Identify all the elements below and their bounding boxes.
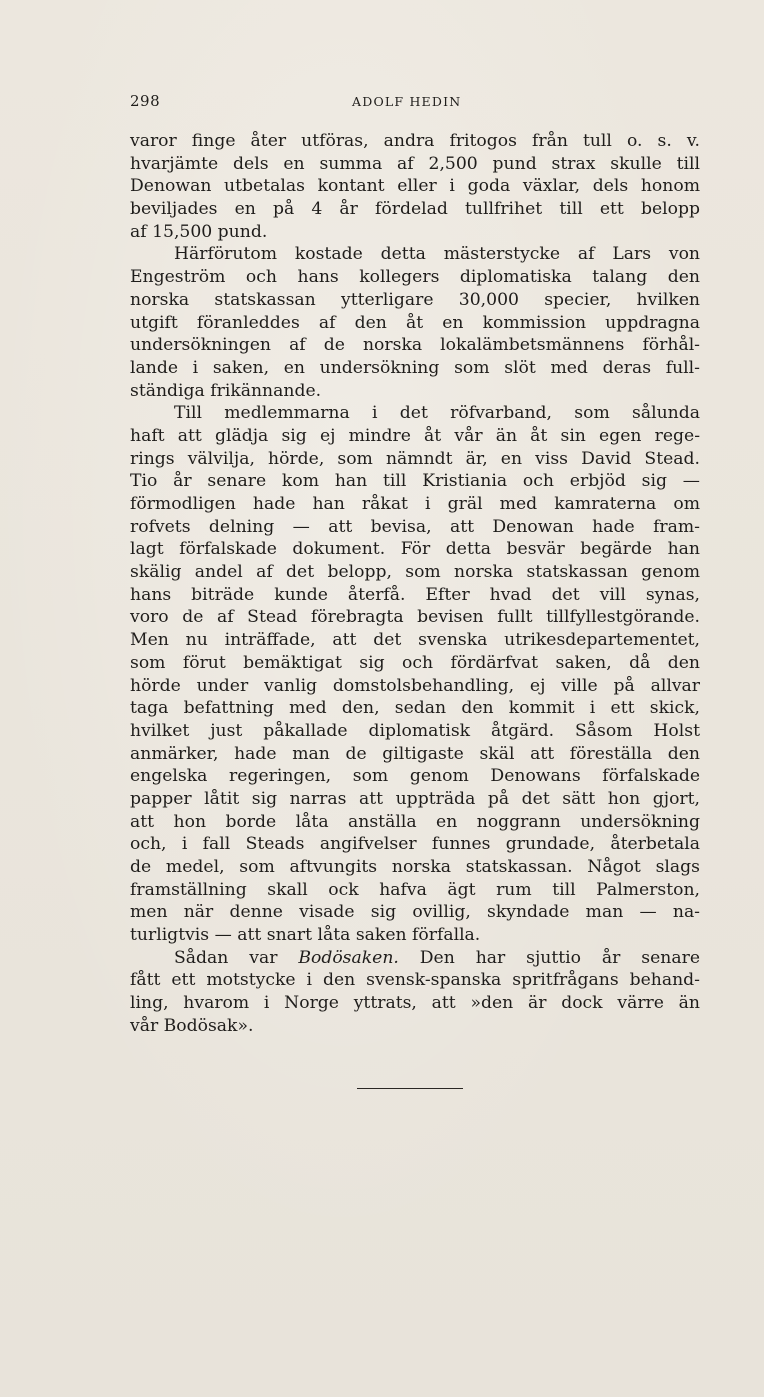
section-end-rule [357,1088,463,1089]
text-line: varor finge åter utföras, andra fritogos från tull o. s. v. [130,131,700,151]
text-line: Till medlemmarna i det röfvarband, som sålunda [174,403,700,424]
text-line: hvilket just påkallade diplomatisk åtgärd. Såsom Holst [130,720,700,741]
text-line: lagt förfalskade dokument. För detta besvär begärde han [130,539,700,560]
text-line [130,947,700,970]
text-line: Denowan utbetalas kontant eller i goda växlar, dels honom [130,176,700,197]
text-line: anmärker, hade man de giltigaste skäl att föreställa den [130,743,700,764]
text-line: förmodligen hade han råkat i gräl med kamraterna om [130,494,700,514]
text-line: hörde under vanlig domstolsbehandling, ej ville på allvar [130,675,700,696]
text-line: de medel, som aftvungits norska statskassan. Något slags [130,857,700,877]
page-number: 298 [130,92,161,110]
text-fragment: Den har sjuttio år senare [398,947,700,968]
text-line: undersökningen af de norska lokalämbetsmännens förhål- [130,335,700,356]
text-line: att hon borde låta anställa en noggrann undersökning [130,811,700,832]
text-line: papper låtit sig narras att uppträda på det sätt hon gjort, [130,788,700,809]
text-line: norska statskassan ytterligare 30,000 specier, hvilken [130,289,700,310]
text-line: voro de af Stead förebragta bevisen fullt tillfyllestgörande. [130,607,700,628]
text-line: rings välvilja, hörde, som nämndt är, en viss David Stead. [130,448,700,469]
text-line: Men nu inträffade, att det svenska utrikesdepartementet, [130,630,700,651]
page-header [130,92,700,114]
text-line: haft att glädja sig ej mindre åt vår än åt sin egen rege- [130,425,700,446]
text-line: engelska regeringen, som genom Denowans förfalskade [130,766,700,787]
text-line: Härförutom kostade detta mästerstycke af Lars von [174,244,700,265]
text-line: af 15,500 pund. [130,221,268,242]
text-line: ling, hvarom i Norge yttrats, att »den är dock värre än [130,993,700,1014]
body-text [130,130,700,1038]
text-line: Engeström och hans kollegers diplomatiska talang den [130,267,700,288]
text-line: ständiga frikännande. [130,380,322,401]
text-line: fått ett motstycke i den svensk-spanska spritfrågans behand- [130,970,700,991]
running-head: ADOLF HEDIN [352,94,462,109]
text-fragment: Sådan var [174,947,299,968]
text-line: hans biträde kunde återfå. Efter hvad det vill synas, [130,584,700,605]
text-line: skälig andel af det belopp, som norska statskassan genom [130,562,700,583]
text-line: Tio år senare kom han till Kristiania och erbjöd sig — [130,471,700,492]
text-line: utgift föranleddes af den åt en kommission uppdragna [130,312,700,333]
text-line: rofvets delning — att bevisa, att Denowan hade fram- [130,516,700,537]
text-line: vår Bodösak». [130,1015,254,1036]
text-line: lande i saken, en undersökning som slöt med deras full- [130,357,700,378]
text-line: turligtvis — att snart låta saken förfalla. [130,925,481,946]
text-line: som förut bemäktigat sig och fördärfvat saken, då den [130,652,700,673]
text-line: hvarjämte dels en summa af 2,500 pund strax skulle till [130,153,700,174]
text-line: framställning skall ock hafva ägt rum till Palmerston, [130,879,700,900]
text-line: taga befattning med den, sedan den kommit i ett skick, [130,698,700,719]
text-line: beviljades en på 4 år fördelad tullfrihet till ett belopp [130,199,700,220]
text-line: och, i fall Steads angifvelser funnes grundade, återbetala [130,834,700,855]
text-line: men när denne visade sig ovillig, skyndade man — na- [130,902,700,923]
italic-title: Bodösaken. [298,947,399,968]
